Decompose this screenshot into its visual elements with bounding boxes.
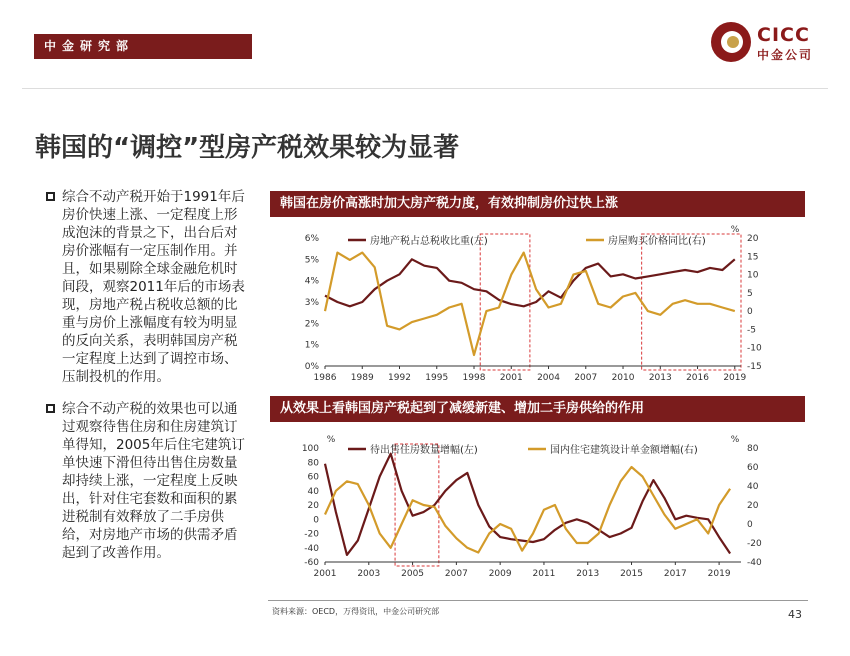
y-right-tick-label: 40 <box>747 482 759 492</box>
source-note: 资料来源：OECD，万得资讯，中金公司研究部 <box>272 607 440 616</box>
y-right-tick-label: 60 <box>747 463 759 473</box>
page-number: 43 <box>788 608 802 621</box>
x-tick-label: 2010 <box>611 373 635 383</box>
y-right-tick-label: 10 <box>747 270 759 281</box>
chart1-title: 韩国在房价高涨时加大房产税力度，有效抑制房价过快上涨 <box>270 191 805 217</box>
legend-label-1: 房屋购买价格同比(右) <box>608 236 706 247</box>
bullet-square-icon <box>46 404 55 413</box>
y-right-tick-label: 0 <box>747 307 753 318</box>
x-tick-label: 2011 <box>532 569 556 579</box>
x-tick-label: 2013 <box>648 373 672 383</box>
x-tick-label: 2003 <box>357 569 381 579</box>
logo-mark-icon <box>711 22 751 62</box>
x-tick-label: 2001 <box>499 373 523 383</box>
legend-label-0: 待出售住房数量增幅(左) <box>370 445 478 456</box>
y-left-tick-label: 6% <box>304 234 319 244</box>
x-tick-label: 1986 <box>313 373 337 383</box>
y-right-tick-label: 20 <box>747 234 759 244</box>
x-tick-label: 2016 <box>686 373 709 383</box>
x-tick-label: 1998 <box>462 373 486 383</box>
left-axis-unit: % <box>326 435 336 445</box>
y-right-tick-label: 0 <box>747 520 753 530</box>
y-right-tick-label: 15 <box>747 252 759 263</box>
bullet-item <box>46 400 250 562</box>
y-left-tick-label: 60 <box>307 472 319 483</box>
y-right-tick-label: -20 <box>747 539 762 549</box>
x-tick-label: 1989 <box>350 373 374 383</box>
y-left-tick-label: 100 <box>301 444 319 454</box>
y-left-tick-label: 80 <box>307 458 319 469</box>
x-tick-label: 2007 <box>444 569 468 579</box>
y-left-tick-label: -40 <box>304 543 319 554</box>
y-left-tick-label: 1% <box>304 340 319 351</box>
logo-text-cn: 中金公司 <box>757 48 814 62</box>
y-right-tick-label: -15 <box>747 362 762 372</box>
y-left-tick-label: 3% <box>304 298 319 308</box>
y-left-tick-label: -60 <box>304 558 319 568</box>
department-banner: 中金研究部 <box>34 34 252 59</box>
x-tick-label: 2017 <box>663 569 687 579</box>
x-tick-label: 2005 <box>401 569 425 579</box>
x-tick-label: 1992 <box>388 373 411 383</box>
x-tick-label: 2004 <box>537 373 560 383</box>
chart1-property-tax <box>268 224 808 384</box>
x-tick-label: 1995 <box>425 373 449 383</box>
y-left-tick-label: 5% <box>304 255 319 266</box>
header-divider <box>22 88 828 89</box>
x-tick-label: 2009 <box>488 569 512 579</box>
y-left-tick-label: 2% <box>304 319 319 330</box>
y-left-tick-label: 20 <box>307 501 319 511</box>
y-right-tick-label: 5 <box>747 288 753 299</box>
x-tick-label: 2015 <box>620 569 643 579</box>
bullet-list <box>46 188 250 576</box>
y-right-tick-label: -10 <box>747 343 762 354</box>
y-left-tick-label: 0% <box>304 362 319 372</box>
x-tick-label: 2019 <box>723 373 747 383</box>
x-tick-label: 2013 <box>576 569 600 579</box>
y-right-tick-label: 80 <box>747 444 759 454</box>
right-axis-unit: % <box>730 435 740 445</box>
y-left-tick-label: 4% <box>304 276 319 287</box>
footer-divider <box>268 600 808 601</box>
bullet-item <box>46 188 250 386</box>
y-left-tick-label: 40 <box>307 486 319 497</box>
chart2-title: 从效果上看韩国房产税起到了减缓新建、增加二手房供给的作用 <box>270 396 805 422</box>
y-right-tick-label: -5 <box>747 325 756 336</box>
highlight-box-0 <box>395 444 439 566</box>
y-right-tick-label: 20 <box>747 501 759 511</box>
x-tick-label: 2007 <box>574 373 598 383</box>
y-right-tick-label: -40 <box>747 558 762 568</box>
slide-title: 韩国的“调控”型房产税效果较为显著 <box>35 133 460 163</box>
chart2-housing-supply <box>268 426 808 588</box>
bullet-square-icon <box>46 192 55 201</box>
cicc-logo <box>711 22 821 66</box>
x-tick-label: 2001 <box>313 569 337 579</box>
x-tick-label: 2019 <box>707 569 731 579</box>
logo-text-en: CICC <box>757 24 810 46</box>
legend-label-0: 房地产税占总税收比重(左) <box>370 236 488 247</box>
right-axis-unit: % <box>730 225 740 235</box>
bullet-text: 综合不动产税开始于1991年后房价快速上涨、一定程度上形成泡沫的背景之下，出台后对房价涨幅有一定压制作用。并且，如果剔除全球金融危机时间段，观察2011年后的市场表现，房地产税占税收总额的比重与房价上涨幅度有较为明显的反向关系，表明韩国房产税一定程度上达到了调控市场、压制投机的作用。 <box>62 189 245 385</box>
y-left-tick-label: 0 <box>313 515 319 526</box>
y-left-tick-label: -20 <box>304 529 319 540</box>
bullet-text: 综合不动产税的效果也可以通过观察待售住房和住房建筑订单得知，2005年后住宅建筑订单快速下滑但待出售住房数量却持续上涨，一定程度上反映出，针对住宅套数和面积的累进税制有效释放了二手房供给，对房地产市场的供需矛盾起到了改善作用。 <box>62 401 245 561</box>
legend-label-1: 国内住宅建筑设计单金额增幅(右) <box>550 445 698 456</box>
